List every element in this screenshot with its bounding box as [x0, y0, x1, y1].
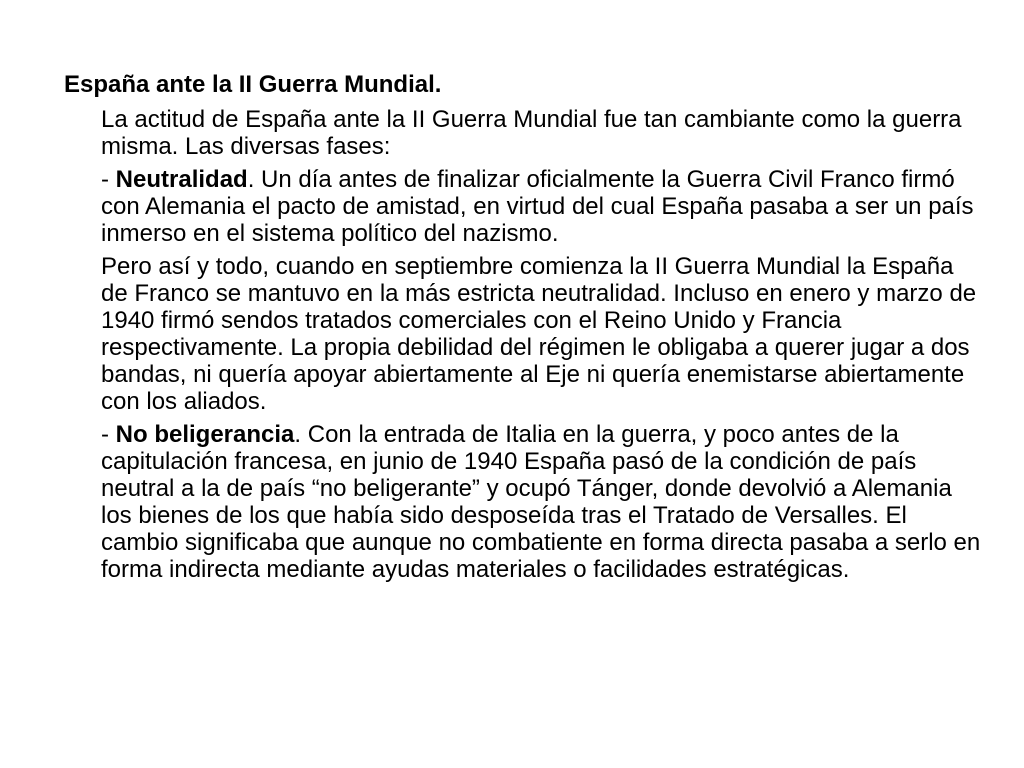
bullet-dash: - — [101, 166, 116, 193]
paragraph-intro: La actitud de España ante la II Guerra Mundial fue tan cambiante como la guerra misma. Las diversas fases: — [101, 106, 962, 160]
paragraph-no-beligerancia — [101, 421, 981, 583]
slide-body — [101, 106, 981, 589]
term-no-beligerancia: No beligerancia — [115, 421, 295, 448]
paragraph-neutralidad-text: . Un día antes de finalizar oficialmente la Guerra Civil Franco firmó con Alemania el pacto de amistad, en virtud del cual España pasaba a ser un país inmerso en el sistema político del nazismo. — [101, 166, 974, 247]
paragraph-pero: Pero así y todo, cuando en septiembre comienza la II Guerra Mundial la España de Franco se mantuvo en la más estricta neutralidad. Incluso en enero y marzo de 1940 firmó sendos tratados comerciales con el Reino Unido y Francia respectivamente. La propia debilidad del régimen le obligaba a querer jugar a dos bandas, ni quería apoyar abiertamente al Eje ni quería enemistarse abiertamente con los aliados. — [101, 253, 977, 415]
paragraph-neutralidad — [101, 166, 981, 247]
term-neutralidad: Neutralidad — [115, 166, 248, 193]
slide-title: España ante la II Guerra Mundial. — [64, 71, 442, 98]
bullet-dash: - — [101, 421, 116, 448]
paragraph-no-beligerancia-text: . Con la entrada de Italia en la guerra, y poco antes de la capitulación francesa, en junio de 1940 España pasó de la condición de país neutral a la de país “no beligerante” y ocupó Tánger, donde devolvió a Alemania los bienes de los que había sido desposeída tras el Tratado de Versalles. El cambio significaba que aunque no combatiente en forma directa pasaba a serlo en forma indirecta mediante ayudas materiales o facilidades estratégicas. — [101, 421, 981, 583]
